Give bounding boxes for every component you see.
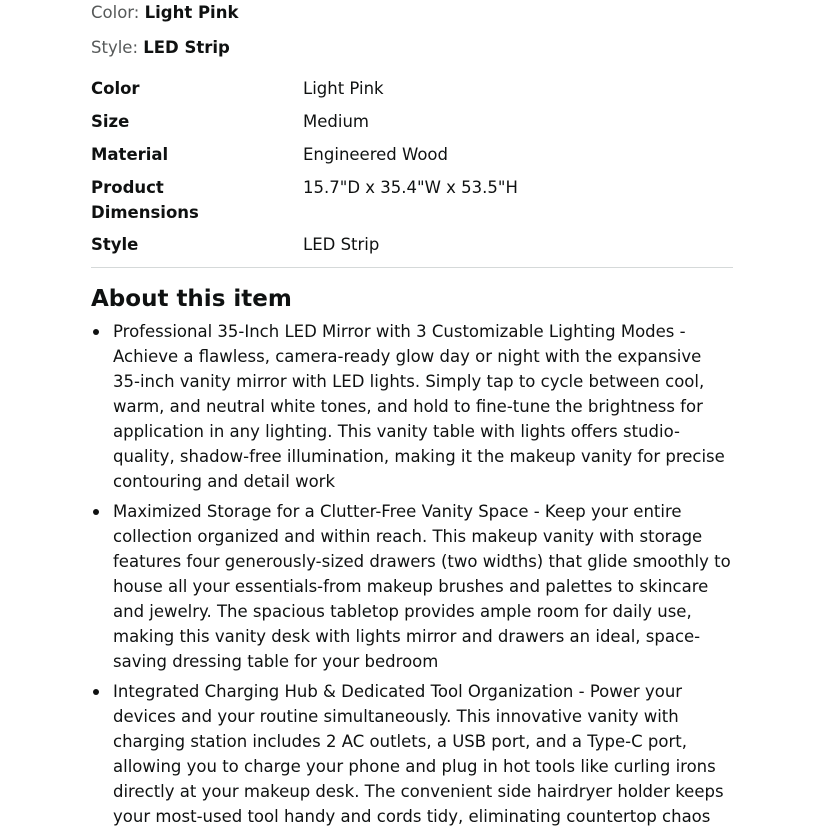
style-variation-label: Style:: [91, 38, 139, 57]
about-bullet: [91, 679, 733, 829]
about-bullet: [91, 499, 733, 674]
about-bullet-list: [91, 319, 733, 832]
spec-value: 15.7"D x 35.4"W x 53.5"H: [303, 178, 518, 197]
spec-key: Style: [91, 235, 139, 254]
about-bullet-text: Maximized Storage for a Clutter-Free Vanity Space - Keep your entire collection organized and within reach. This makeup vanity with storage features four generously-sized drawers (two widths) that glide smoothly to house all your essentials-from makeup brushes and palettes to skincare and jewelry. The spacious tabletop provides ample room for daily use, making this vanity desk with lights mirror and drawers an ideal, space-saving dressing table for your bedroom: [113, 502, 731, 671]
about-bullet: [91, 319, 733, 494]
color-variation-label: Color:: [91, 3, 140, 22]
spec-key: Color: [91, 79, 140, 98]
spec-key: Product Dimensions: [91, 178, 199, 222]
spec-value: Medium: [303, 112, 369, 131]
spec-row: [91, 232, 733, 257]
spec-key: Size: [91, 112, 130, 131]
about-title: About this item: [91, 286, 292, 312]
bullet-icon: [93, 329, 99, 335]
spec-row: [91, 76, 733, 109]
section-divider: [91, 267, 733, 268]
spec-row: [91, 142, 733, 175]
specifications-table: [91, 76, 733, 257]
spec-value: Light Pink: [303, 79, 384, 98]
style-variation: [91, 37, 230, 59]
about-bullet-text: Professional 35-Inch LED Mirror with 3 Customizable Lighting Modes - Achieve a flawless, camera-ready glow day or night with the expansive 35-inch vanity mirror with LED lights. Simply tap to cycle between cool, warm, and neutral white tones, and hold to fine-tune the brightness for application in any lighting. This vanity table with lights offers studio-quality, shadow-free illumination, making it the makeup vanity for precise contouring and detail work: [113, 322, 725, 491]
spec-value: LED Strip: [303, 235, 380, 254]
style-variation-value: LED Strip: [143, 38, 230, 57]
spec-row: [91, 175, 733, 232]
bullet-icon: [93, 689, 99, 695]
color-variation: [91, 2, 238, 24]
spec-row: [91, 109, 733, 142]
spec-value: Engineered Wood: [303, 145, 449, 164]
color-variation-value: Light Pink: [144, 3, 239, 22]
about-bullet-text: Integrated Charging Hub & Dedicated Tool Organization - Power your devices and your routine simultaneously. This innovative vanity with charging station includes 2 AC outlets, a USB port, and a Type-C port, allowing you to charge your phone and plug in hot tools like curling irons directly at your makeup desk. The convenient side hairdryer holder keeps your most-used tool handy and cords tidy, eliminating countertop chaos: [113, 682, 724, 826]
spec-key: Material: [91, 145, 169, 164]
bullet-icon: [93, 509, 99, 515]
